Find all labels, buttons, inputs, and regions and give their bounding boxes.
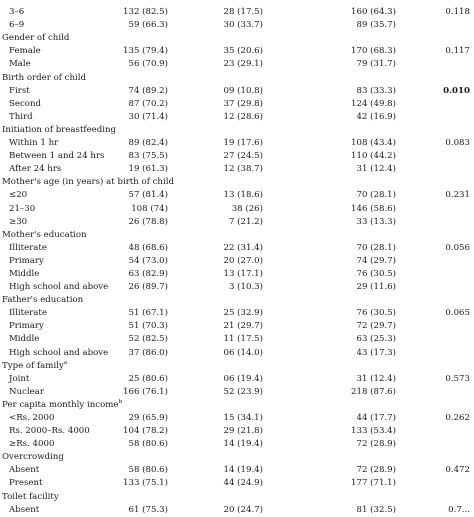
section-header-row: [0, 124, 474, 137]
label-text: Within 1 hr: [9, 138, 59, 149]
label-text: Joint: [9, 373, 30, 384]
value-cell-2: 7 (21.2): [228, 216, 263, 227]
value-cell-total: 146 (58.6): [351, 203, 396, 214]
value-cell-2: 38 (26): [231, 203, 263, 214]
p-value-cell: 0.056: [445, 242, 470, 253]
row-label: [9, 98, 41, 111]
label-text: After 24 hrs: [9, 164, 62, 175]
section-header-row: [0, 176, 474, 189]
value-cell-total: 63 (25.3): [356, 334, 396, 345]
row-label: [9, 216, 27, 229]
section-header-row: [0, 451, 474, 464]
label-text: Absent: [9, 465, 40, 476]
row-label: [9, 111, 33, 124]
value-cell-1: 61 (75.3): [128, 504, 168, 515]
table-row: [0, 216, 474, 229]
value-cell-1: 166 (76.1): [123, 386, 168, 397]
value-cell-total: 33 (13.3): [356, 216, 396, 227]
label-text: Overcrowding: [2, 452, 64, 463]
value-cell-1: 52 (82.5): [128, 334, 168, 345]
label-text: ≥30: [9, 216, 28, 227]
label-text: Present: [9, 478, 43, 489]
label-text: Per capita monthly income: [2, 399, 119, 410]
section-label: [2, 176, 174, 189]
row-label: [9, 386, 44, 399]
value-cell-total: 31 (12.4): [356, 164, 396, 175]
value-cell-1: 59 (66.3): [128, 20, 168, 31]
value-cell-1: 26 (89.7): [128, 282, 168, 293]
section-header-row: [0, 229, 474, 242]
value-cell-total: 76 (30.5): [356, 308, 396, 319]
row-label: [9, 333, 39, 346]
row-label: [9, 438, 54, 451]
value-cell-1: 83 (75.5): [128, 151, 168, 162]
value-cell-total: 177 (71.1): [351, 478, 396, 489]
value-cell-1: 56 (70.9): [128, 59, 168, 70]
table-row: [0, 464, 474, 477]
value-cell-2: 21 (29.7): [223, 321, 263, 332]
value-cell-total: 124 (49.8): [351, 98, 396, 109]
label-text: 3–6: [9, 7, 25, 18]
row-label: [9, 464, 39, 477]
value-cell-1: 132 (82.5): [123, 7, 168, 18]
value-cell-total: 72 (28.9): [356, 465, 396, 476]
table-row: [0, 333, 474, 346]
row-label: [9, 412, 54, 425]
label-text: Mother's age (in years) at birth of child: [2, 177, 174, 188]
table-row: [0, 242, 474, 255]
p-value-cell: 0.262: [445, 413, 470, 423]
table-row: [0, 438, 474, 451]
value-cell-total: 43 (17.3): [356, 347, 396, 358]
table-row: [0, 412, 474, 425]
label-text: Father's education: [2, 295, 84, 306]
table-row: [0, 137, 474, 150]
label-text: Middle: [9, 334, 40, 345]
value-cell-total: 29 (11.6): [356, 282, 396, 293]
value-cell-total: 110 (44.2): [351, 151, 396, 162]
label-text: Absent: [9, 504, 40, 515]
value-cell-2: 20 (27.0): [223, 255, 263, 266]
row-label: [9, 203, 35, 216]
table-row: [0, 477, 474, 490]
table-row: [0, 373, 474, 386]
label-text: Toilet facility: [2, 491, 59, 502]
section-header-row: [0, 294, 474, 307]
section-label: [2, 229, 87, 242]
value-cell-1: 89 (82.4): [128, 138, 168, 149]
section-header-row: [0, 399, 474, 412]
value-cell-2: 44 (24.9): [223, 478, 263, 489]
value-cell-1: 54 (73.0): [128, 255, 168, 266]
value-cell-total: 72 (29.7): [356, 321, 396, 332]
footnote-marker: b: [118, 399, 123, 406]
value-cell-total: 89 (35.7): [356, 20, 396, 31]
p-value-cell: 0.083: [445, 138, 470, 149]
section-header-row: [0, 72, 474, 85]
section-header-row: [0, 32, 474, 45]
label-text: Nuclear: [9, 386, 44, 397]
table-row: [0, 281, 474, 294]
label-text: Illiterate: [9, 242, 47, 253]
value-cell-1: 74 (89.2): [128, 85, 168, 96]
table-row: [0, 307, 474, 320]
value-cell-1: 63 (82.9): [128, 268, 168, 279]
section-label: [2, 32, 69, 45]
label-text: Primary: [9, 321, 44, 332]
label-text: High school and above: [9, 347, 109, 358]
row-label: [9, 58, 31, 71]
row-label: [9, 189, 27, 202]
p-value-cell: 0.117: [445, 46, 470, 57]
value-cell-2: 13 (18.6): [223, 190, 263, 201]
value-cell-1: 25 (80.6): [128, 373, 168, 384]
table-row: [0, 163, 474, 176]
row-label: [9, 425, 90, 438]
label-text: Male: [9, 59, 31, 70]
table-row: [0, 6, 474, 19]
value-cell-1: 58 (80.6): [128, 439, 168, 450]
value-cell-2: 25 (32.9): [223, 308, 263, 319]
value-cell-total: 79 (31.7): [356, 59, 396, 70]
section-label: [2, 491, 59, 504]
label-text: Primary: [9, 255, 44, 266]
value-cell-total: 70 (28.1): [356, 190, 396, 201]
value-cell-1: 19 (61.3): [128, 164, 168, 175]
value-cell-2: 30 (33.7): [223, 20, 263, 31]
value-cell-total: 76 (30.5): [356, 268, 396, 279]
table-row: [0, 45, 474, 58]
value-cell-total: 42 (16.9): [356, 111, 396, 122]
value-cell-2: 19 (17.6): [223, 138, 263, 149]
label-text: Gender of child: [2, 33, 70, 44]
value-cell-1: 37 (86.0): [128, 347, 168, 358]
label-text: 6–9: [9, 20, 25, 31]
p-value-cell: 0.118: [445, 7, 470, 18]
section-header-row: [0, 360, 474, 373]
label-text: ≥Rs. 4000: [9, 439, 55, 450]
value-cell-2: 3 (10.3): [228, 282, 263, 293]
row-label: [9, 6, 24, 19]
value-cell-2: 52 (23.9): [223, 386, 263, 397]
table-row: [0, 268, 474, 281]
value-cell-total: 74 (29.7): [356, 255, 396, 266]
row-label: [9, 85, 30, 98]
value-cell-total: 31 (12.4): [356, 373, 396, 384]
label-text: Third: [9, 111, 33, 122]
value-cell-1: 108 (74): [131, 203, 168, 214]
value-cell-2: 27 (24.5): [223, 151, 263, 162]
value-cell-2: 09 (10.8): [223, 85, 263, 96]
label-text: <Rs. 2000: [9, 413, 55, 423]
row-label: [9, 281, 108, 294]
table-row: [0, 85, 474, 98]
value-cell-1: 87 (70.2): [128, 98, 168, 109]
value-cell-total: 83 (33.3): [356, 85, 396, 96]
table-row: [0, 19, 474, 32]
value-cell-2: 37 (29.8): [223, 98, 263, 109]
value-cell-1: 51 (70.3): [128, 321, 168, 332]
value-cell-2: 12 (38.7): [223, 164, 263, 175]
value-cell-1: 57 (81.4): [128, 190, 168, 201]
value-cell-total: 160 (64.3): [351, 7, 396, 18]
value-cell-1: 30 (71.4): [128, 111, 168, 122]
row-label: [9, 268, 39, 281]
table-row: [0, 255, 474, 268]
value-cell-2: 06 (14.0): [223, 347, 263, 358]
label-text: 21–30: [9, 203, 36, 214]
row-label: [9, 19, 24, 32]
value-cell-2: 20 (24.7): [223, 504, 263, 515]
table-row: [0, 58, 474, 71]
p-value-cell: 0.573: [445, 373, 470, 384]
section-header-row: [0, 491, 474, 504]
table-row: [0, 386, 474, 399]
value-cell-total: 70 (28.1): [356, 242, 396, 253]
value-cell-1: 58 (80.6): [128, 465, 168, 476]
table-row: [0, 425, 474, 438]
value-cell-1: 133 (75.1): [123, 478, 168, 489]
value-cell-total: 108 (43.4): [351, 138, 396, 149]
value-cell-1: 51 (67.1): [128, 308, 168, 319]
p-value-cell: 0.065: [445, 308, 470, 319]
label-text: First: [9, 85, 30, 96]
value-cell-2: 35 (20.6): [223, 46, 263, 57]
value-cell-2: 11 (17.5): [223, 334, 263, 345]
table-row: [0, 150, 474, 163]
label-text: Initiation of breastfeeding: [2, 124, 117, 135]
section-label: [2, 451, 64, 464]
row-label: [9, 163, 61, 176]
row-label: [9, 347, 108, 360]
value-cell-2: 14 (19.4): [223, 465, 263, 476]
row-label: [9, 307, 47, 320]
p-value-cell: 0.472: [445, 465, 470, 476]
label-text: Rs. 2000–Rs. 4000: [9, 426, 90, 437]
value-cell-total: 81 (32.5): [356, 504, 396, 515]
value-cell-total: 218 (87.6): [351, 386, 396, 397]
p-value-cell: 0.231: [445, 190, 470, 201]
p-value-cell: 0.010: [443, 85, 470, 96]
row-label: [9, 320, 44, 333]
value-cell-2: 13 (17.1): [223, 268, 263, 279]
table-row: [0, 111, 474, 124]
footnote-marker: a: [63, 359, 68, 366]
label-text: High school and above: [9, 282, 109, 293]
row-label: [9, 150, 104, 163]
row-label: [9, 45, 41, 58]
row-label: [9, 373, 29, 386]
value-cell-2: 12 (28.6): [223, 111, 263, 122]
section-label: [2, 72, 86, 85]
label-text: Type of family: [2, 360, 64, 371]
section-label: [2, 360, 67, 373]
label-text: Female: [9, 46, 41, 57]
label-text: Between 1 and 24 hrs: [9, 151, 105, 162]
value-cell-2: 06 (19.4): [223, 373, 263, 384]
value-cell-2: 28 (17.5): [223, 7, 263, 18]
value-cell-total: 133 (53.4): [351, 426, 396, 437]
row-label: [9, 504, 39, 517]
label-text: Second: [9, 98, 41, 109]
value-cell-1: 26 (78.8): [128, 216, 168, 227]
value-cell-2: 29 (21.8): [223, 426, 263, 437]
table-row: [0, 347, 474, 360]
label-text: Illiterate: [9, 308, 47, 319]
table-row: [0, 203, 474, 216]
value-cell-1: 29 (65.9): [128, 413, 168, 423]
table-row: [0, 98, 474, 111]
section-label: [2, 399, 122, 412]
value-cell-total: 170 (68.3): [351, 46, 396, 57]
row-label: [9, 137, 58, 150]
table-row: [0, 504, 474, 517]
label-text: Birth order of child: [2, 72, 87, 83]
section-label: [2, 294, 83, 307]
table-row: [0, 320, 474, 333]
value-cell-2: 15 (34.1): [223, 413, 263, 423]
table-row: [0, 189, 474, 202]
row-label: [9, 255, 44, 268]
p-value-cell: 0.7...: [448, 504, 470, 515]
value-cell-1: 135 (79.4): [123, 46, 168, 57]
value-cell-1: 104 (78.2): [123, 426, 168, 437]
section-label: [2, 124, 116, 137]
label-text: Mother's education: [2, 229, 87, 240]
label-text: Middle: [9, 268, 40, 279]
value-cell-1: 48 (68.6): [128, 242, 168, 253]
value-cell-total: 72 (28.9): [356, 439, 396, 450]
label-text: ≤20: [9, 190, 28, 201]
row-label: [9, 242, 47, 255]
value-cell-2: 23 (29.1): [223, 59, 263, 70]
value-cell-2: 14 (19.4): [223, 439, 263, 450]
value-cell-2: 22 (31.4): [223, 242, 263, 253]
row-label: [9, 477, 42, 490]
value-cell-total: 44 (17.7): [356, 413, 396, 423]
